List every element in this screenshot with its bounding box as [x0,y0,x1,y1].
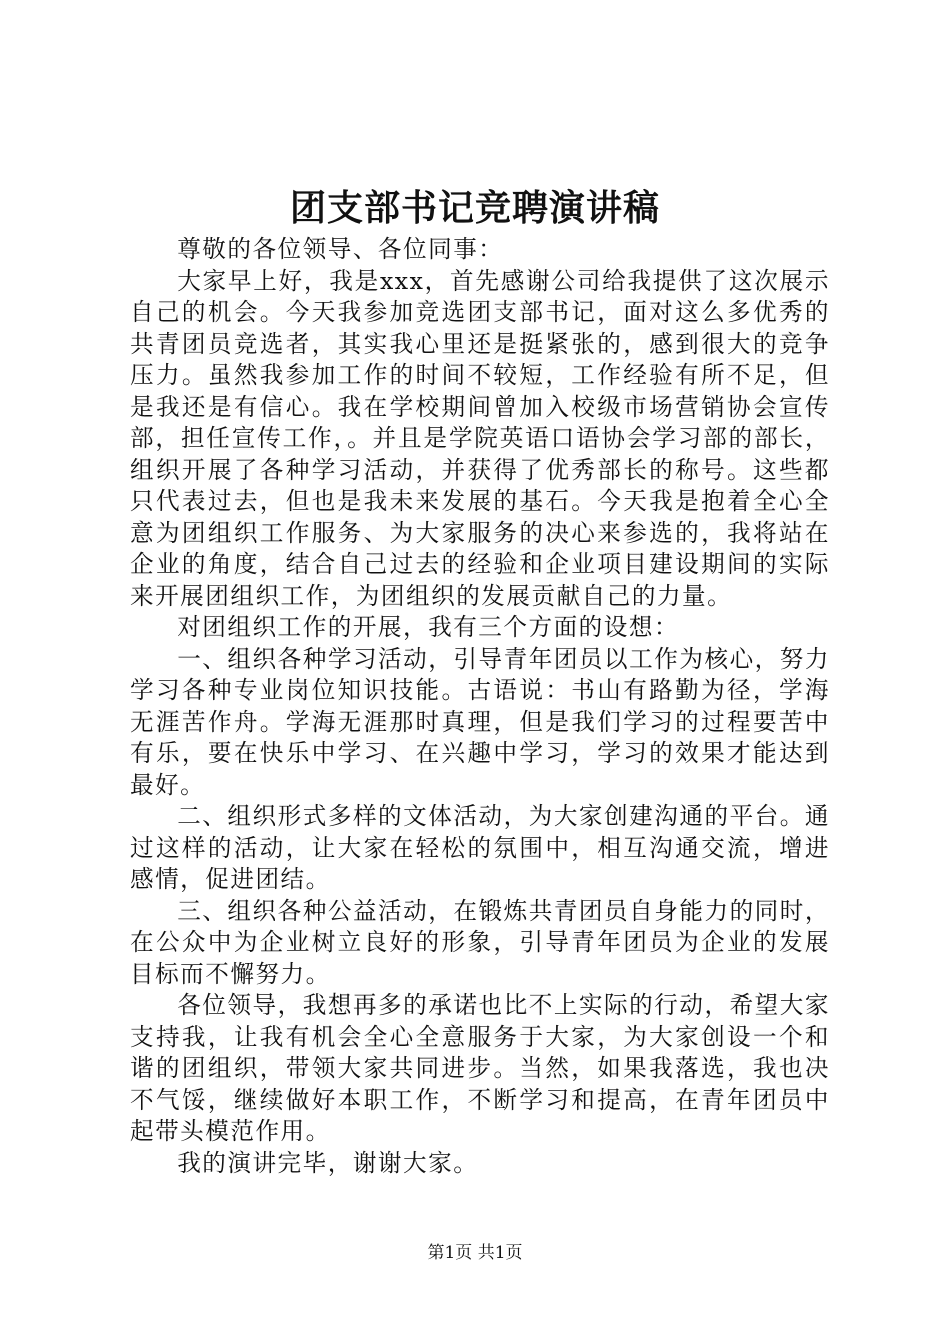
document-title: 团支部书记竞聘演讲稿 [289,187,660,229]
paragraph-closing: 各位领导，我想再多的承诺也比不上实际的行动，希望大家支持我，让我有机会全心全意服务于大家，为大家创设一个和谐的团组织，带领大家共同进步。当然，如果我落选，我也决不气馁，继续做好本职工作，不断学习和提高，在青年团员中起带头模范作用。 [130,991,830,1145]
salutation: 尊敬的各位领导、各位同事： [177,235,504,263]
document-body [130,234,830,1179]
paragraph-plan-lead: 对团组织工作的开展，我有三个方面的设想： [177,613,680,641]
paragraph-intro: 大家早上好，我是xxx，首先感谢公司给我提供了这次展示自己的机会。今天我参加竞选团支部书记，面对这么多优秀的共青团员竞选者，其实我心里还是挺紧张的，感到很大的竞争压力。虽然我参加工作的时间不较短，工作经验有所不足，但是我还是有信心。我在学校期间曾加入校级市场营销协会宣传部，担任宣传工作，。并且是学院英语口语协会学习部的部长，组织开展了各种学习活动，并获得了优秀部长的称号。这些都只代表过去，但也是我未来发展的基石。今天我是抱着全心全意为团组织工作服务、为大家服务的决心来参选的，我将站在企业的角度，结合自己过去的经验和企业项目建设期间的实际来开展团组织工作，为团组织的发展贡献自己的力量。 [130,266,830,610]
paragraph-plan-2: 二、组织形式多样的文体活动，为大家创建沟通的平台。通过这样的活动，让大家在轻松的氛围中，相互沟通交流，增进感情，促进团结。 [130,802,830,893]
paragraph-thanks: 我的演讲完毕，谢谢大家。 [177,1148,479,1177]
paragraph-plan-3: 三、组织各种公益活动，在锻炼共青团员自身能力的同时，在公众中为企业树立良好的形象，引导青年团员为企业的发展目标而不懈努力。 [130,896,830,988]
paragraph-plan-1: 一、组织各种学习活动，引导青年团员以工作为核心，努力学习各种专业岗位知识技能。古语说：书山有路勤为径，学海无涯苦作舟。学海无涯那时真理，但是我们学习的过程要苦中有乐，要在快乐中学习、在兴趣中学习，学习的效果才能达到最好。 [130,644,830,799]
page-footer: 第1页 共1页 [427,1243,523,1263]
